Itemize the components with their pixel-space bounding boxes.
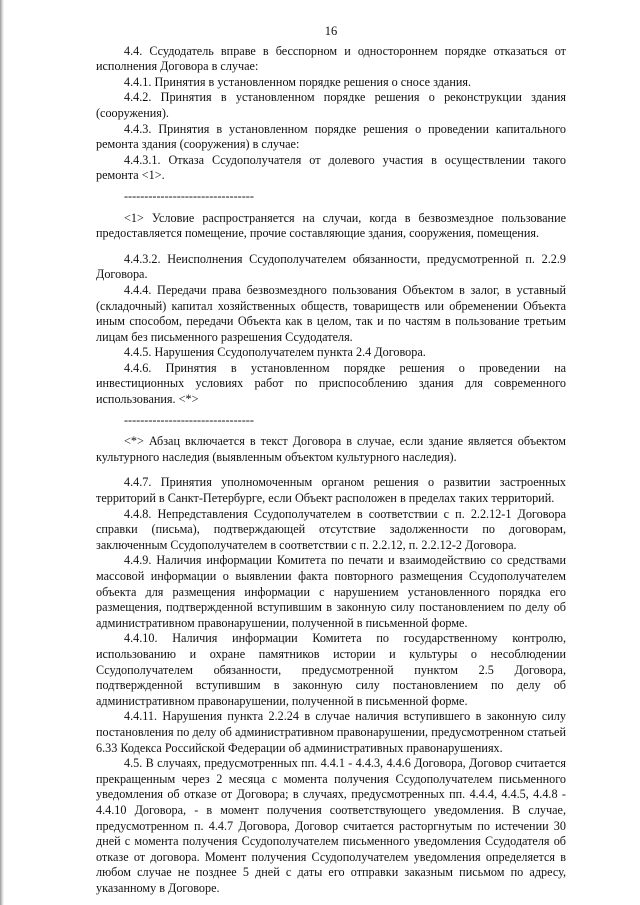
clause-4-4-3: 4.4.3. Принятия в установленном порядке решения о проведении капитального ремонта здания (сооружения) в случае: [96,121,566,152]
clause-4-4-7: 4.4.7. Принятия уполномоченным органом решения о развитии застроенных территорий в Санкт-Петербурге, если Объект расположен в пределах таких территорий. [96,475,566,506]
page-number: 16 [324,24,338,38]
clause-4-4-1: 4.4.1. Принятия в установленном порядке решения о сносе здания. [124,74,472,89]
clause-4-4-8: 4.4.8. Непредставления Ссудополучателем в соответствии с п. 2.2.12-1 Договора справки (письма), подтверждающей отсутствие задолженности по договорам, заключенным Ссудополучателем в соответствии с п. 2.2.12, п. 2.2.12-2 Договора. [96,506,566,552]
clause-4-5: 4.5. В случаях, предусмотренных пп. 4.4.1 - 4.4.3, 4.4.6 Договора, Договор считается прекращенным через 2 месяца с момента получения Ссудополучателем письменного уведомления об отказе от Договора; в случаях, предусмотренных пп. 4.4.4, 4.4.5, 4.4.8 - 4.4.10 Договора, - в момент получения соответствующего уведомления. В случае, предусмотренном п. 4.4.7 Договора, Договор считается расторгнутым по истечении 30 дней с момента получения Ссудополучателем письменного уведомления Ссудодателя об отказе от договора. Момент получения Ссудополучателем уведомления определяется в любом случае не позднее 5 дней с даты его отправки заказным письмом по адресу, указанному в Договоре. [96,756,566,895]
clause-4-4-10: 4.4.10. Наличия информации Комитета по государственному контролю, использованию и охране памятников истории и культуры о несоблюдении Ссудополучателем обязанности, предусмотренной пунктом 2.5 Договора, подтвержденной вступившим в законную силу постановлением по делу об административном правонарушении, полученной в письменной форме. [96,631,566,708]
footnote-asterisk: <*> Абзац включается в текст Договора в случае, если здание является объектом культурного наследия (выявленным объектом культурного наследия). [96,434,566,464]
spacer [96,242,566,252]
footnote-1: <1> Условие распространяется на случаи, когда в безвозмездное пользование предоставляется помещение, прочие составляющие здания, сооружения, помещения. [96,210,566,241]
scan-edge [0,0,4,905]
clause-4-4-3-1: 4.4.3.1. Отказа Ссудополучателя от долевого участия в осуществлении такого ремонта <1>. [96,152,566,183]
clause-4-4-11: 4.4.11. Нарушения пункта 2.2.24 в случае наличия вступившего в законную силу постановления по делу об административном правонарушении, предусмотренном статьей 6.33 Кодекса Российской Федерации об административных правонарушениях. [96,709,566,755]
footnote-separator-2: -------------------------------- [124,412,254,427]
document-page [96,24,566,896]
clause-4-4-4: 4.4.4. Передачи права безвозмездного пользования Объектом в залог, в уставный (складочный) капитал хозяйственных обществ, товариществ или обременении Объекта иным способом, передачи Объекта как в целом, так и по частям в пользование третьим лицам без письменного разрешения Ссудодателя. [96,282,566,344]
clause-4-4-2: 4.4.2. Принятия в установленном порядке решения о реконструкции здания (сооружения). [96,90,566,120]
clause-4-4: 4.4. Ссудодатель вправе в бесспорном и одностороннем порядке отказаться от исполнения Договора в случае: [96,43,566,74]
footnote-separator: -------------------------------- [124,188,254,203]
clause-4-4-5: 4.4.5. Нарушения Ссудополучателем пункта 2.4 Договора. [124,345,426,360]
spacer-2 [96,465,566,475]
clause-4-4-9: 4.4.9. Наличия информации Комитета по печати и взаимодействию со средствами массовой информации о выявлении факта повторного размещения Ссудополучателем объекта для размещения информации с нарушением установленного порядка его размещения, подтвержденной вступившим в законную силу постановлением по делу об административном правонарушении, полученной в письменной форме. [96,553,566,630]
clause-4-4-3-2: 4.4.3.2. Неисполнения Ссудополучателем обязанности, предусмотренной п. 2.2.9 Договора. [96,251,566,282]
clause-4-4-6: 4.4.6. Принятия в установленном порядке решения о проведении на инвестиционных условиях работ по приспособлению здания для современного использования. <*> [96,360,566,407]
